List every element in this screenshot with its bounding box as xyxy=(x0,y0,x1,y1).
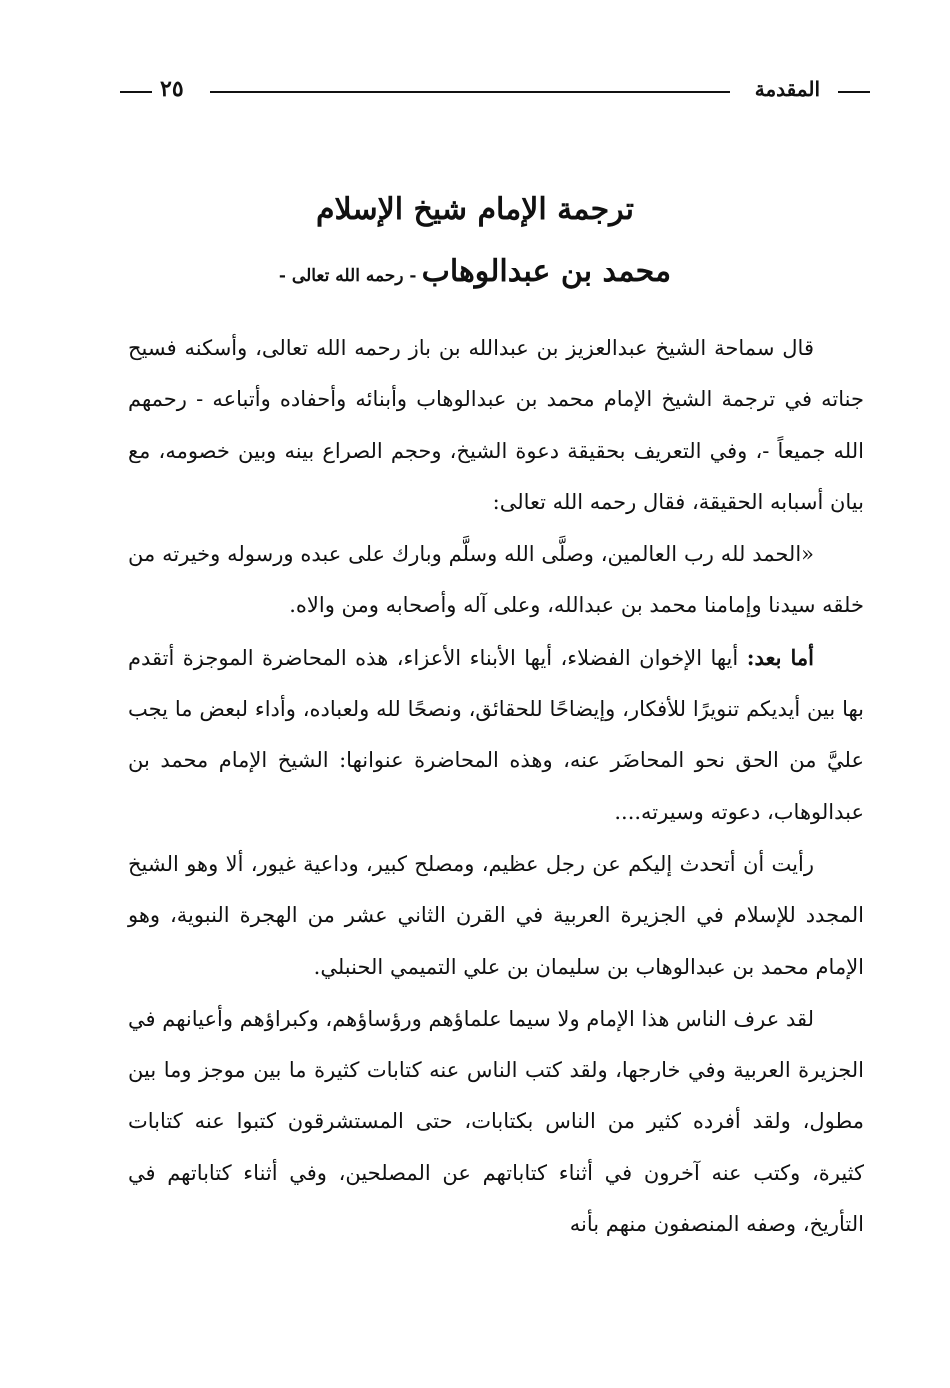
body-text xyxy=(128,322,864,1250)
paragraph xyxy=(128,528,864,632)
chapter-title: ترجمة الإمام شيخ الإسلام xyxy=(315,192,635,227)
subject-blessing: - رحمه الله تعالى - xyxy=(278,266,417,286)
running-header xyxy=(120,74,870,104)
paragraph xyxy=(128,838,864,993)
running-title: المقدمة xyxy=(754,77,820,101)
header-rule-left xyxy=(120,91,152,93)
paragraph-text: قال سماحة الشيخ عبدالعزيز بن عبدالله بن باز رحمه الله تعالى، وأسكنه فسيح جناته في ترجمة الشيخ الإمام محمد بن عبدالوهاب وأبنائه وأحفاده وأتباعه - رحمهم الله جميعاً -، وفي التعريف بحقيقة دعوة الشيخ، وحجم الصراع بينه وبين خصومه، مع بيان أسبابه الحقيقة، فقال رحمه الله تعالى: xyxy=(128,336,864,514)
header-rule-middle xyxy=(210,91,730,93)
paragraph-text: أيها الإخوان الفضلاء، أيها الأبناء الأعزاء، هذه المحاضرة الموجزة أتقدم بها بين أيديكم تنويرًا للأفكار، وإيضاحًا للحقائق، ونصحًا لله ولعباده، وأداء لبعض ما يجب عليَّ من الحق نحو المحاضَر عنه، وهذه المحاضرة عنوانها: الشيخ الإمام محمد بن عبدالوهاب، دعوته وسيرته.... xyxy=(128,645,864,824)
paragraph xyxy=(128,322,864,528)
paragraph xyxy=(128,993,864,1250)
chapter-subtitle xyxy=(0,248,950,300)
page-number: ٢٥ xyxy=(160,76,184,102)
header-rule-right xyxy=(838,91,870,93)
paragraph xyxy=(128,632,864,838)
paragraph-text: لقد عرف الناس هذا الإمام ولا سيما علماؤهم ورؤساؤهم، وكبراؤهم وأعيانهم في الجزيرة العربية وفي خارجها، ولقد كتب الناس عنه كتابات كثيرة ما بين موجز وما بين مطول، ولقد أفرده كثير من الناس بكتابات، حتى المستشرقون كتبوا عنه كتابات كثيرة، وكتب عنه آخرون في أثناء كتاباتهم عن المصلحين، وفي أثناء كتاباتهم في التأريخ، وصفه المنصفون منهم بأنه xyxy=(128,1006,864,1237)
subject-name: محمد بن عبدالوهاب xyxy=(421,254,672,289)
paragraph-text: «الحمد لله رب العالمين، وصلَّى الله وسلَّم وبارك على عبده ورسوله وخيرته من خلقه سيدنا وإمامنا محمد بن عبدالله، وعلى آله وأصحابه ومن والاه. xyxy=(128,542,864,618)
paragraph-text: رأيت أن أتحدث إليكم عن رجل عظيم، ومصلح كبير، وداعية غيور، ألا وهو الشيخ المجدد للإسلام في الجزيرة العربية في القرن الثاني عشر من الهجرة النبوية، وهو الإمام محمد بن عبدالوهاب بن سليمان بن علي التميمي الحنبلي. xyxy=(128,851,864,979)
paragraph-lead: أما بعد: xyxy=(746,644,814,670)
